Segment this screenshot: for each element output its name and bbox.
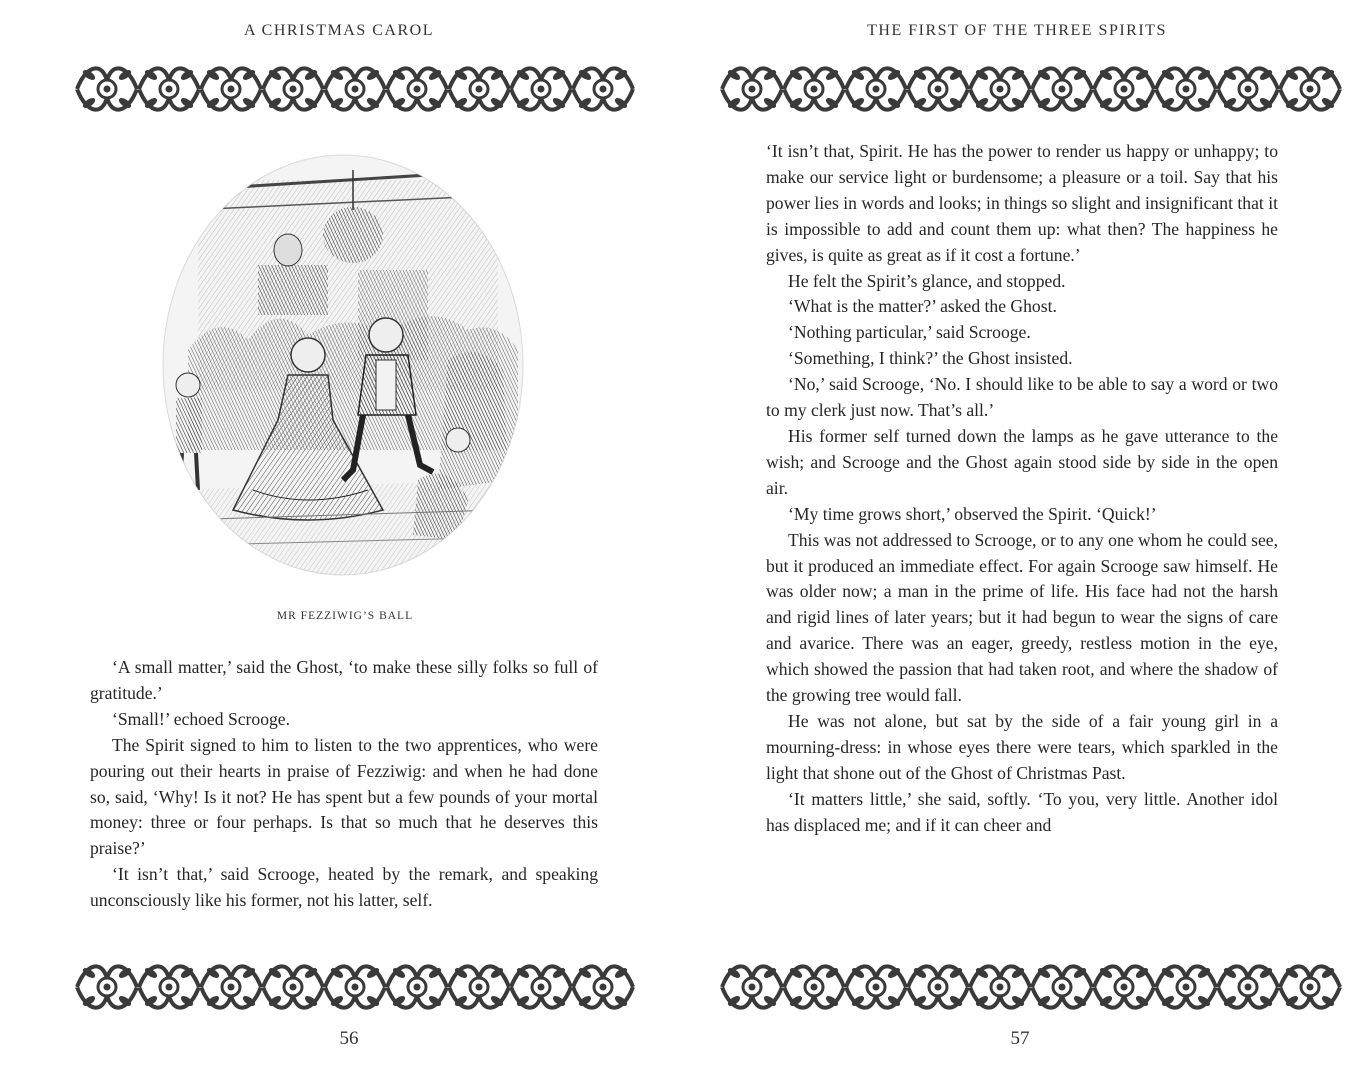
paragraph: ‘Something, I think?’ the Ghost insisted. (788, 348, 1073, 369)
rosette-center-icon (811, 984, 818, 991)
right-text-block (766, 139, 1278, 838)
paragraph: ‘A small matter,’ said the Ghost, ‘to make these silly folks so full of gratitude.’ (90, 657, 598, 703)
rosette-center-icon (228, 984, 235, 991)
rosette-center-icon (997, 86, 1004, 93)
floral-vine-border-icon (720, 958, 1342, 1016)
floral-vine-border-icon (46, 958, 664, 1016)
rosette-center-icon (538, 86, 545, 93)
paragraph: ‘It isn’t that, Spirit. He has the power to render us happy or unhappy; to make our service light or burdensome; a pleasure or a toil. Say that his power lies in words and looks; in things so slight and insignificant that it is impossible to add and count them up: what then? The happiness he gives, is quite as great as if it cost a fortune.’ (766, 141, 1278, 265)
ornamental-border-top (720, 60, 1342, 118)
paragraph: The Spirit signed to him to listen to the two apprentices, who were pouring out their hearts in praise of Fezziwig: and when he had done so, said, ‘Why! Is it not? He has spent but a few pounds of your mortal money: three or four perhaps. Is that so much that he deserves this praise?’ (90, 734, 598, 859)
paragraph: ‘What is the matter?’ asked the Ghost. (788, 296, 1057, 317)
rosette-center-icon (1245, 984, 1252, 991)
rosette-center-icon (352, 86, 359, 93)
rosette-center-icon (414, 984, 421, 991)
ornamental-border-bottom (46, 958, 664, 1016)
rosette-center-icon (1245, 86, 1252, 93)
running-head: THE FIRST OF THE THREE SPIRITS (867, 22, 1167, 39)
paragraph: ‘Small!’ echoed Scrooge. (112, 708, 290, 729)
paragraph: ‘No,’ said Scrooge, ‘No. I should like to be able to say a word or two to my clerk just now. That’s all.’ (766, 374, 1278, 421)
rosette-center-icon (476, 86, 483, 93)
rosette-center-icon (228, 86, 235, 93)
paragraph: ‘Nothing particular,’ said Scrooge. (788, 322, 1031, 343)
rosette-center-icon (1121, 86, 1128, 93)
rosette-center-icon (1121, 984, 1128, 991)
rosette-center-icon (166, 86, 173, 93)
paragraph: He felt the Spirit’s glance, and stopped. (788, 270, 1066, 291)
left-text-block (90, 655, 598, 914)
running-head: A CHRISTMAS CAROL (244, 22, 434, 39)
rosette-center-icon (997, 984, 1004, 991)
rosette-center-icon (749, 86, 756, 93)
rosette-center-icon (352, 984, 359, 991)
rosette-center-icon (873, 86, 880, 93)
rosette-center-icon (104, 86, 111, 93)
rosette-center-icon (290, 984, 297, 991)
floral-vine-border-icon (720, 60, 1342, 118)
paragraph: This was not addressed to Scrooge, or to any one whom he could see, but it produced an immediate effect. For again Scrooge saw himself. He was older now; a man in the prime of life. His face had not the harsh and rigid lines of later years; but it had begun to wear the signs of care and avarice. There was an eager, greedy, restless motion in the eye, which showed the passion that had taken root, and where the shadow of the growing tree would fall. (766, 529, 1278, 706)
rosette-center-icon (166, 984, 173, 991)
paragraph: He was not alone, but sat by the side of a fair young girl in a mourning-dress: in whose eyes there were tears, which sparkled in the light that shone out of the Ghost of Christmas Past. (766, 710, 1278, 783)
ornamental-border-top (46, 60, 664, 118)
page-number: 56 (339, 1028, 359, 1049)
rosette-center-icon (1059, 984, 1066, 991)
paragraph: ‘My time grows short,’ observed the Spirit. ‘Quick!’ (788, 503, 1157, 524)
rosette-center-icon (290, 86, 297, 93)
illustration-caption: MR FEZZIWIG’S BALL (276, 610, 414, 622)
floral-vine-border-icon (46, 60, 664, 118)
rosette-center-icon (1183, 984, 1190, 991)
rosette-center-icon (873, 984, 880, 991)
fezziwig-ball-illustration (158, 150, 528, 600)
rosette-center-icon (104, 984, 111, 991)
right-page (678, 0, 1356, 1080)
rosette-center-icon (1183, 86, 1190, 93)
rosette-center-icon (1059, 86, 1066, 93)
rosette-center-icon (600, 86, 607, 93)
rosette-center-icon (538, 984, 545, 991)
rosette-center-icon (600, 984, 607, 991)
rosette-center-icon (749, 984, 756, 991)
page-number: 57 (1010, 1028, 1030, 1049)
rosette-center-icon (1307, 984, 1314, 991)
rosette-center-icon (811, 86, 818, 93)
paragraph: ‘It isn’t that,’ said Scrooge, heated by the remark, and speaking unconsciously like his former, not his latter, self. (90, 864, 598, 911)
rosette-center-icon (1307, 86, 1314, 93)
rosette-center-icon (935, 86, 942, 93)
rosette-center-icon (414, 86, 421, 93)
paragraph: His former self turned down the lamps as he gave utterance to the wish; and Scrooge and the Ghost again stood side by side in the open air. (766, 425, 1278, 498)
rosette-center-icon (476, 984, 483, 991)
ornamental-border-bottom (720, 958, 1342, 1016)
rosette-center-icon (935, 984, 942, 991)
paragraph: ‘It matters little,’ she said, softly. ‘To you, very little. Another idol has displaced me; and if it can cheer and (766, 788, 1278, 835)
